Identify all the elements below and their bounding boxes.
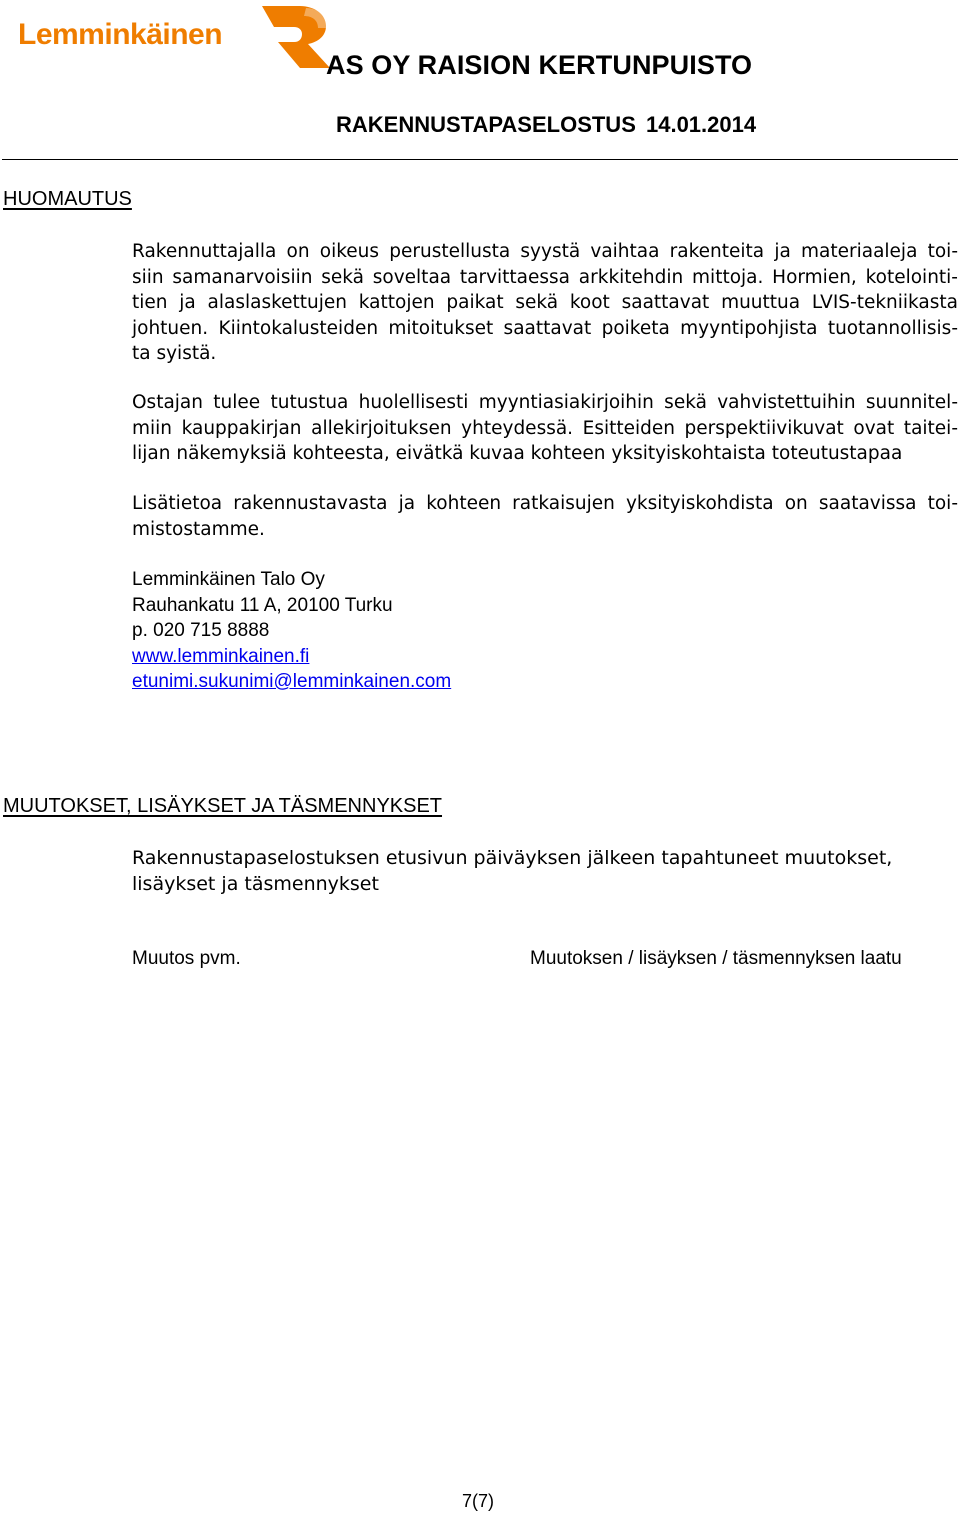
change-date-column-label: Muutos pvm.: [132, 948, 241, 969]
contact-company: Lemminkäinen Talo Oy: [132, 569, 325, 590]
contact-block: [132, 567, 451, 695]
text-line: lisäykset ja täsmennykset: [132, 872, 379, 895]
contact-address: Rauhankatu 11 A, 20100 Turku: [132, 594, 393, 616]
text-line: johtuen. Kiintokalusteiden mitoitukset saattavat poiketa myyntipohjista tuotannollisis-: [132, 317, 958, 339]
website-link[interactable]: www.lemminkainen.fi: [132, 645, 310, 667]
document-subtitle: RAKENNUSTAPASELOSTUS 14.01.2014: [336, 112, 757, 137]
text-line: Ostajan tulee tutustua huolellisesti myyntiasiakirjoihin sekä vahvistettuihin suunnitel-: [132, 392, 958, 413]
changes-intro: [132, 846, 958, 897]
page-number: 7(7): [462, 1491, 495, 1511]
email-link[interactable]: etunimi.sukunimi@lemminkainen.com: [132, 671, 452, 692]
text-line: siin samanarvoisiin sekä soveltaa tarvittaessa arkkitehdin mittoja. Hormien, kotelointi-: [132, 266, 958, 288]
text-line: Rakennuttajalla on oikeus perustellusta syystä vaihtaa rakenteita ja materiaaleja toi-: [132, 241, 958, 262]
text-line: lijan näkemyksiä kohteesta, eivätkä kuvaa kohteen yksityiskohtaista toteutustapaa: [132, 443, 903, 464]
notice-paragraph-3: [132, 491, 958, 542]
header-divider: [2, 159, 958, 160]
text-line: mistostamme.: [132, 518, 265, 540]
changes-heading: MUUTOKSET, LISÄYKSET JA TÄSMENNYKSET: [3, 795, 443, 817]
contact-phone: p. 020 715 8888: [132, 620, 270, 641]
text-line: ta syistä.: [132, 343, 217, 364]
notice-paragraph-1: [132, 239, 958, 367]
notice-paragraph-2: [132, 390, 958, 467]
notice-heading: HUOMAUTUS: [3, 188, 132, 210]
text-line: Lisätietoa rakennustavasta ja kohteen ratkaisujen yksityiskohdista on saatavissa toi-: [132, 493, 958, 514]
lemminkainen-logo-icon: [256, 4, 334, 70]
change-type-column-label: Muutoksen / lisäyksen / täsmennyksen laatu: [530, 948, 902, 969]
document-title: AS OY RAISION KERTUNPUISTO: [326, 50, 753, 80]
text-line: miin kauppakirjan allekirjoituksen yhteydessä. Esitteiden perspektiivikuvat ovat taitei-: [132, 417, 958, 439]
logo-wordmark: Lemminkäinen: [18, 18, 223, 51]
company-logo: [18, 4, 318, 70]
text-line: Rakennustapaselostuksen etusivun päiväyksen jälkeen tapahtuneet muutokset,: [132, 847, 893, 869]
text-line: tien ja alaslaskettujen kattojen paikat sekä koot saattavat muuttua LVIS-tekniikasta: [132, 292, 958, 313]
